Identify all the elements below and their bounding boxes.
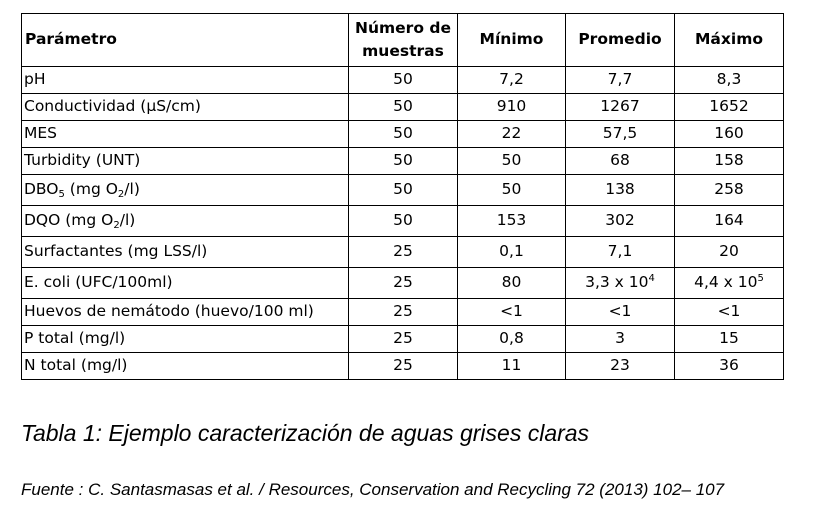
row-min: 153 (458, 206, 566, 237)
row-parameter: MES (22, 121, 349, 148)
table-row (22, 237, 784, 268)
header-max: Máximo (675, 14, 784, 67)
header-samples-line1: Número de (355, 19, 451, 37)
row-samples: 50 (349, 206, 458, 237)
table-header-row (22, 14, 784, 67)
row-samples: 50 (349, 121, 458, 148)
table-row (22, 326, 784, 353)
table-row (22, 268, 784, 299)
row-avg: 138 (566, 175, 675, 206)
param-text: DQO (mg O (24, 211, 114, 230)
value-exponent: 4 (648, 273, 655, 285)
row-parameter: Huevos de nemátodo (huevo/100 ml) (22, 299, 349, 326)
row-samples: 50 (349, 175, 458, 206)
row-max: 164 (675, 206, 784, 237)
param-text: /l) (119, 211, 136, 230)
row-avg: <1 (566, 299, 675, 326)
row-max: 20 (675, 237, 784, 268)
table-row (22, 121, 784, 148)
row-parameter: pH (22, 67, 349, 94)
table-row (22, 206, 784, 237)
row-parameter: E. coli (UFC/100ml) (22, 268, 349, 299)
row-max: 158 (675, 148, 784, 175)
row-max: 258 (675, 175, 784, 206)
row-max: 1652 (675, 94, 784, 121)
row-samples: 25 (349, 353, 458, 380)
row-avg: 7,7 (566, 67, 675, 94)
row-parameter: Turbidity (UNT) (22, 148, 349, 175)
row-max: 15 (675, 326, 784, 353)
row-min: <1 (458, 299, 566, 326)
row-max (675, 268, 784, 299)
row-avg: 68 (566, 148, 675, 175)
characterization-table (21, 13, 784, 380)
row-samples: 25 (349, 237, 458, 268)
value-base: 4,4 x 10 (694, 273, 758, 292)
table-row (22, 175, 784, 206)
row-samples: 25 (349, 268, 458, 299)
row-min: 22 (458, 121, 566, 148)
row-avg: 57,5 (566, 121, 675, 148)
row-avg: 3 (566, 326, 675, 353)
row-samples: 50 (349, 94, 458, 121)
param-subscript: 2 (117, 189, 125, 201)
row-min: 50 (458, 175, 566, 206)
param-text: /l) (124, 180, 140, 199)
row-min: 0,1 (458, 237, 566, 268)
row-min: 910 (458, 94, 566, 121)
row-parameter: N total (mg/l) (22, 353, 349, 380)
param-text: DBO (24, 180, 59, 199)
row-samples: 50 (349, 148, 458, 175)
table-caption: Tabla 1: Ejemplo caracterización de aguas grises claras (21, 420, 590, 446)
row-avg: 302 (566, 206, 675, 237)
row-min: 7,2 (458, 67, 566, 94)
row-min: 11 (458, 353, 566, 380)
row-parameter (22, 206, 349, 237)
table-row (22, 299, 784, 326)
table-row (22, 353, 784, 380)
row-samples: 25 (349, 299, 458, 326)
data-table-container (21, 13, 784, 380)
row-avg: 7,1 (566, 237, 675, 268)
row-samples: 25 (349, 326, 458, 353)
row-min: 50 (458, 148, 566, 175)
row-min: 80 (458, 268, 566, 299)
row-max: <1 (675, 299, 784, 326)
row-min: 0,8 (458, 326, 566, 353)
param-subscript: 2 (113, 220, 120, 232)
row-max: 160 (675, 121, 784, 148)
row-parameter: Surfactantes (mg LSS/l) (22, 237, 349, 268)
row-parameter: Conductividad (µS/cm) (22, 94, 349, 121)
header-parameter: Parámetro (22, 14, 349, 67)
row-parameter: P total (mg/l) (22, 326, 349, 353)
value-base: 3,3 x 10 (585, 273, 649, 292)
row-parameter (22, 175, 349, 206)
row-max: 8,3 (675, 67, 784, 94)
table-row (22, 67, 784, 94)
header-samples-line2: muestras (362, 42, 444, 60)
table-row (22, 94, 784, 121)
header-avg: Promedio (566, 14, 675, 67)
value-exponent: 5 (757, 273, 764, 285)
table-row (22, 148, 784, 175)
row-avg: 1267 (566, 94, 675, 121)
source-citation: Fuente : C. Santasmasas et al. / Resources, Conservation and Recycling 72 (2013) 102– 107 (21, 480, 725, 499)
header-samples (349, 14, 458, 67)
row-samples: 50 (349, 67, 458, 94)
header-min: Mínimo (458, 14, 566, 67)
row-max: 36 (675, 353, 784, 380)
param-text: (mg O (64, 180, 118, 199)
param-subscript: 5 (58, 189, 65, 201)
row-avg: 23 (566, 353, 675, 380)
row-avg (566, 268, 675, 299)
